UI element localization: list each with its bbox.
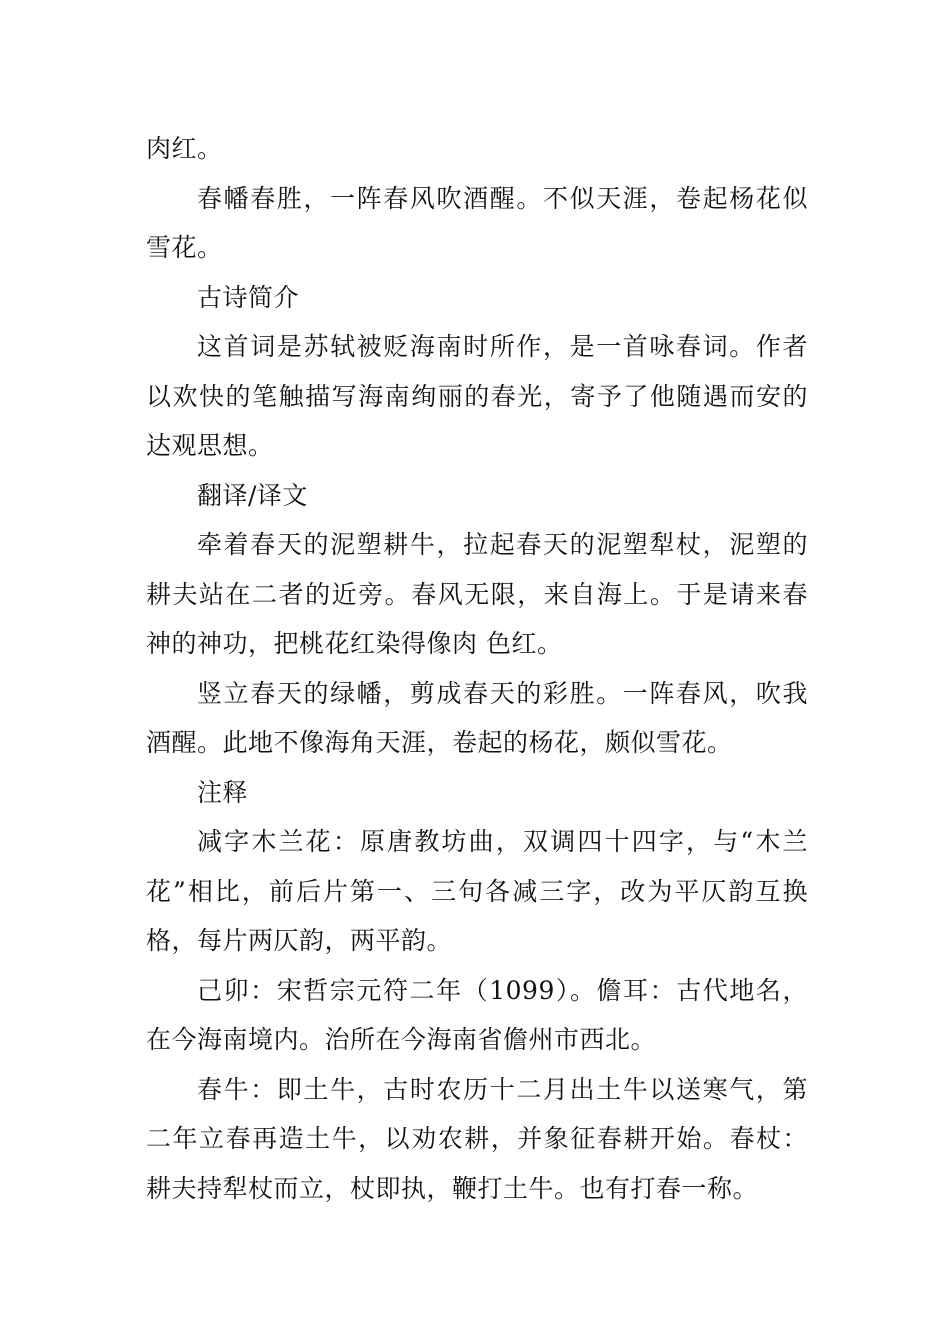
section-heading-translation: 翻译/译文: [197, 480, 308, 510]
translation-paragraph-2: 竖立春天的绿幡，剪成春天的彩胜。一阵春风，吹我酒醒。此地不像海角天涯，卷起的杨花，颇似雪花。: [146, 678, 808, 757]
section-heading-intro: 古诗简介: [197, 282, 300, 312]
note-paragraph-1: 减字木兰花：原唐教坊曲，双调四十四字，与“木兰花”相比，前后片第一、三句各减三字，改为平仄韵互换格，每片两仄韵，两平韵。: [146, 827, 808, 955]
translation-paragraph-1: 牵着春天的泥塑耕牛，拉起春天的泥塑犁杖，泥塑的耕夫站在二者的近旁。春风无限，来自海上。于是请来春神的神功，把桃花红染得像肉 色红。: [146, 530, 808, 658]
note-paragraph-3: 春牛：即土牛，古时农历十二月出土牛以送寒气，第二年立春再造土牛，以劝农耕，并象征春耕开始。春杖：耕夫持犁杖而立，杖即执，鞭打土牛。也有打春一称。: [146, 1074, 808, 1203]
intro-paragraph: 这首词是苏轼被贬海南时所作，是一首咏春词。作者以欢快的笔触描写海南绚丽的春光，寄予了他随遇而安的达观思想。: [146, 332, 808, 460]
section-heading-notes: 注释: [197, 777, 249, 807]
document-body: [146, 124, 808, 1213]
paragraph-continuation: 肉红。: [146, 134, 223, 163]
note-paragraph-2: 己卯：宋哲宗元符二年（1099）。儋耳：古代地名，在今海南境内。治所在今海南省儋州市西北。: [146, 975, 808, 1054]
poem-stanza-paragraph: 春幡春胜，一阵春风吹酒醒。不似天涯，卷起杨花似雪花。: [146, 183, 808, 262]
